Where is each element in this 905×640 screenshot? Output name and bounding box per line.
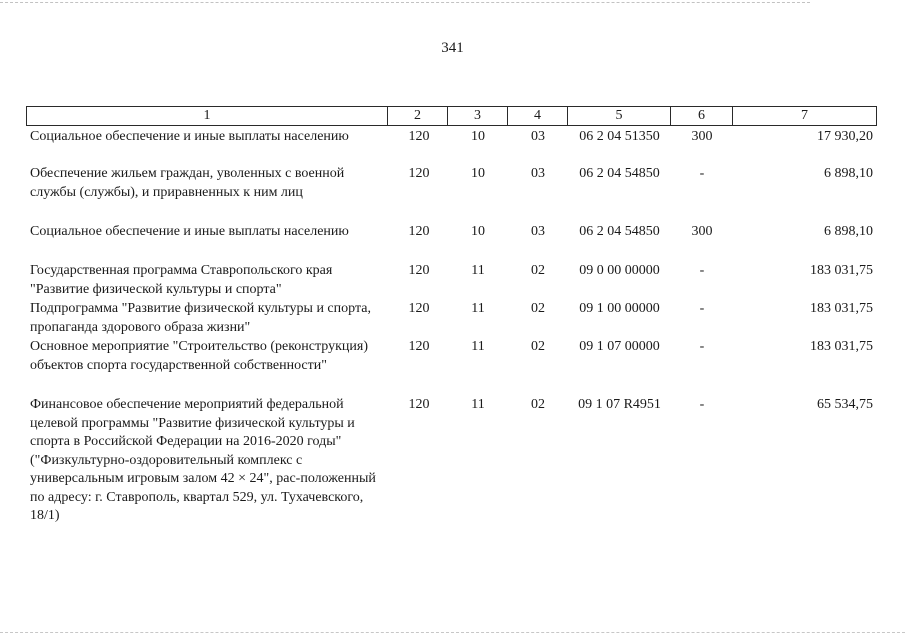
row-col-4: 02	[531, 397, 545, 412]
scan-edge-bottom	[0, 632, 905, 634]
row-col-2: 120	[408, 224, 430, 239]
column-header-3: 3	[448, 106, 508, 126]
row-col-6: -	[699, 263, 705, 278]
row-col-6: -	[699, 166, 705, 181]
row-col-5: 09 1 07 R4951	[578, 397, 661, 412]
row-name: Государственная программа Ставропольского края "Развитие физической культуры и спорта"	[30, 263, 333, 297]
row-name: Обеспечение жильем граждан, уволенных с военной службы (службы), и приравненных к ним лиц	[30, 166, 345, 200]
row-col-2: 120	[408, 129, 430, 144]
row-col-3: 10	[471, 129, 485, 144]
row-name: Основное мероприятие "Строительство (реконструкция) объектов спорта государственной собственности"	[30, 339, 368, 373]
row-name: Социальное обеспечение и иные выплаты населению	[30, 224, 349, 239]
row-col-7: 6 898,10	[824, 224, 873, 239]
column-header-6: 6	[671, 106, 733, 126]
row-col-2: 120	[408, 301, 430, 316]
row-col-2: 120	[408, 166, 430, 181]
row-col-4: 03	[531, 129, 545, 144]
row-col-5: 09 1 07 00000	[579, 339, 660, 354]
column-header-2: 2	[388, 106, 448, 126]
row-name: Подпрограмма "Развитие физической культуры и спорта, пропаганда здорового образа жизни"	[30, 301, 371, 335]
row-col-2: 120	[408, 397, 430, 412]
row-col-6: -	[699, 397, 705, 412]
row-col-5: 06 2 04 54850	[579, 224, 660, 239]
column-header-4: 4	[508, 106, 568, 126]
row-col-7: 65 534,75	[817, 397, 873, 412]
row-col-7: 6 898,10	[824, 166, 873, 181]
column-header-7: 7	[733, 106, 877, 126]
row-col-7: 183 031,75	[810, 339, 873, 354]
row-col-5: 06 2 04 51350	[579, 129, 660, 144]
page-number: 341	[441, 40, 464, 56]
row-col-4: 02	[531, 263, 545, 278]
row-col-5: 09 0 00 00000	[579, 263, 660, 278]
row-col-2: 120	[408, 339, 430, 354]
row-col-6: -	[699, 301, 705, 316]
row-col-2: 120	[408, 263, 430, 278]
row-col-7: 183 031,75	[810, 301, 873, 316]
row-col-4: 03	[531, 224, 545, 239]
column-header-1: 1	[26, 106, 388, 126]
row-col-5: 06 2 04 54850	[579, 166, 660, 181]
row-col-4: 03	[531, 166, 545, 181]
row-col-3: 10	[471, 166, 485, 181]
row-name: Социальное обеспечение и иные выплаты населению	[30, 129, 349, 144]
row-col-7: 183 031,75	[810, 263, 873, 278]
row-col-3: 11	[471, 339, 485, 354]
row-col-3: 11	[471, 263, 485, 278]
row-col-7: 17 930,20	[817, 129, 873, 144]
row-col-4: 02	[531, 339, 545, 354]
row-col-6: 300	[691, 129, 713, 144]
scan-edge-top	[0, 2, 810, 4]
row-col-6: 300	[691, 224, 713, 239]
column-header-5: 5	[568, 106, 671, 126]
row-name: Финансовое обеспечение мероприятий федеральной целевой программы "Развитие физической культуры и спорта в Российской Федерации на 2016-2020 годы" ("Физкультурно-оздоровительный комплекс с универсальным игровым залом 42 × 24", рас-положенный по адресу: г. Ставрополь, квартал 529, ул. Тухачевского, 18/1)	[30, 397, 376, 523]
row-col-3: 11	[471, 397, 485, 412]
row-col-5: 09 1 00 00000	[579, 301, 660, 316]
row-col-4: 02	[531, 301, 545, 316]
row-col-3: 10	[471, 224, 485, 239]
row-col-6: -	[699, 339, 705, 354]
row-col-3: 11	[471, 301, 485, 316]
